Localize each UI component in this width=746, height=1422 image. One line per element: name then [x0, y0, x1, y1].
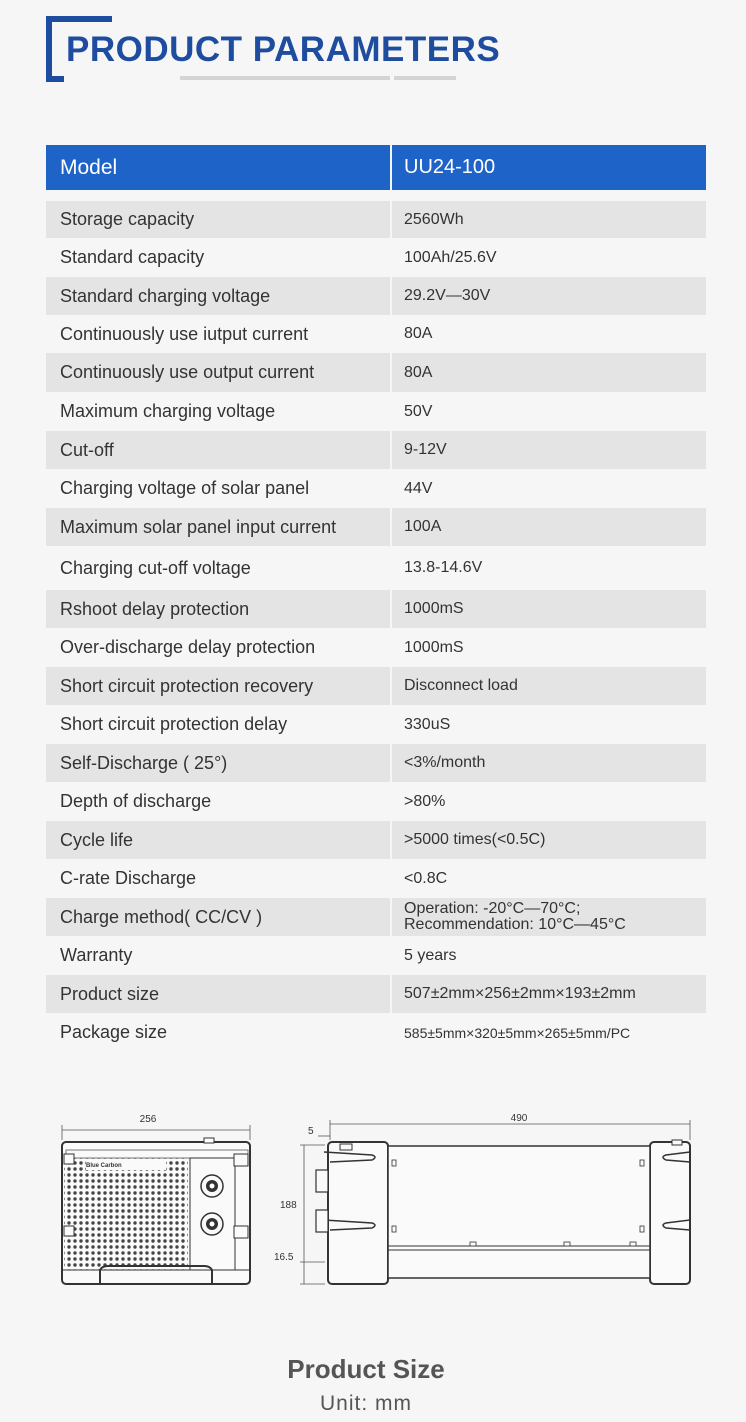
row-value-line2: Recommendation: 10°C—45°C	[404, 916, 626, 933]
table-row	[46, 821, 706, 859]
logo-text: Blue Carbon	[86, 1163, 122, 1169]
row-value: 1000mS	[404, 638, 464, 656]
side-view	[274, 1113, 690, 1284]
table-row	[46, 508, 706, 546]
product-size-title: Product Size	[287, 1354, 445, 1384]
row-value: 507±2mm×256±2mm×193±2mm	[392, 975, 706, 1013]
row-label: Continuously use output current	[46, 353, 390, 392]
row-label: Package size	[60, 1022, 168, 1042]
foot-label: 16.5	[274, 1252, 294, 1263]
row-value: 585±5mm×320±5mm×265±5mm/PC	[404, 1024, 631, 1041]
row-label: Charge method( CC/CV )	[46, 898, 390, 936]
row-label: Maximum solar panel input current	[46, 508, 390, 546]
row-value-line1: Operation: -20°C—70°C;	[404, 900, 581, 917]
table-row	[46, 277, 706, 315]
unit-label: Unit: mm	[320, 1392, 412, 1415]
row-value: 80A	[404, 325, 433, 342]
table-header-row	[46, 145, 706, 190]
row-value: >5000 times(<0.5C)	[392, 821, 706, 859]
row-value: <3%/month	[392, 744, 706, 782]
table-row	[46, 898, 706, 936]
row-value: 330uS	[404, 715, 451, 733]
row-value: <0.8C	[404, 869, 448, 887]
header-label: Model	[46, 145, 390, 190]
height-label: 188	[280, 1200, 297, 1211]
row-value: Disconnect load	[392, 667, 706, 705]
table-row	[46, 590, 706, 628]
table-row	[46, 315, 706, 353]
table-row	[46, 628, 706, 667]
row-value: 5 years	[404, 946, 457, 964]
row-label: Continuously use iutput current	[60, 323, 309, 344]
row-label: Standard capacity	[60, 247, 205, 267]
row-label: Cut-off	[46, 431, 390, 469]
row-label: Over-discharge delay protection	[60, 637, 316, 657]
parameters-table	[46, 145, 706, 1052]
row-label: Short circuit protection delay	[60, 714, 288, 734]
title-underline	[180, 76, 390, 80]
row-label: Warranty	[60, 945, 133, 965]
table-row	[46, 936, 706, 975]
offset-label: 5	[308, 1126, 314, 1137]
row-value	[392, 898, 706, 936]
row-label: Rshoot delay protection	[46, 590, 390, 628]
row-label: Maximum charging voltage	[60, 401, 276, 421]
front-width-label: 256	[139, 1114, 157, 1125]
row-value: 100Ah/25.6V	[404, 248, 497, 266]
table-row	[46, 546, 706, 590]
row-value: >80%	[404, 792, 446, 810]
row-label: Charging cut-off voltage	[60, 557, 251, 578]
table-row	[46, 667, 706, 705]
row-value: 13.8-14.6V	[404, 559, 483, 576]
row-label: Short circuit protection recovery	[46, 667, 390, 705]
row-value: 1000mS	[392, 590, 706, 628]
row-label: Standard charging voltage	[46, 277, 390, 315]
page-title: PRODUCT PARAMETERS	[66, 30, 501, 69]
title-underline-end	[394, 76, 456, 80]
table-row	[46, 353, 706, 392]
product-size-diagram	[0, 1100, 746, 1300]
row-label: Cycle life	[46, 821, 390, 859]
table-row	[46, 392, 706, 431]
table-row	[46, 975, 706, 1013]
side-width-label: 490	[510, 1113, 528, 1124]
row-label: Self-Discharge ( 25°)	[46, 744, 390, 782]
table-row	[46, 238, 706, 277]
header-value: UU24-100	[392, 145, 706, 190]
table-row	[46, 744, 706, 782]
table-row	[46, 201, 706, 238]
table-row	[46, 782, 706, 821]
table-row	[46, 859, 706, 898]
row-value: 9-12V	[392, 431, 706, 469]
table-row	[46, 469, 706, 508]
table-row	[46, 431, 706, 469]
row-value: 80A	[392, 353, 706, 392]
row-value: 44V	[404, 479, 433, 497]
row-value: 2560Wh	[392, 201, 706, 238]
front-view	[62, 1114, 250, 1284]
row-label: C-rate Discharge	[60, 868, 197, 888]
row-value: 100A	[392, 508, 706, 546]
row-label: Storage capacity	[46, 201, 390, 238]
row-value: 29.2V—30V	[392, 277, 706, 315]
row-value: 50V	[404, 402, 433, 420]
section-header	[0, 0, 746, 100]
row-label: Charging voltage of solar panel	[60, 478, 310, 498]
table-row	[46, 1013, 706, 1052]
row-label: Depth of discharge	[60, 791, 212, 811]
row-label: Product size	[46, 975, 390, 1013]
table-row	[46, 705, 706, 744]
